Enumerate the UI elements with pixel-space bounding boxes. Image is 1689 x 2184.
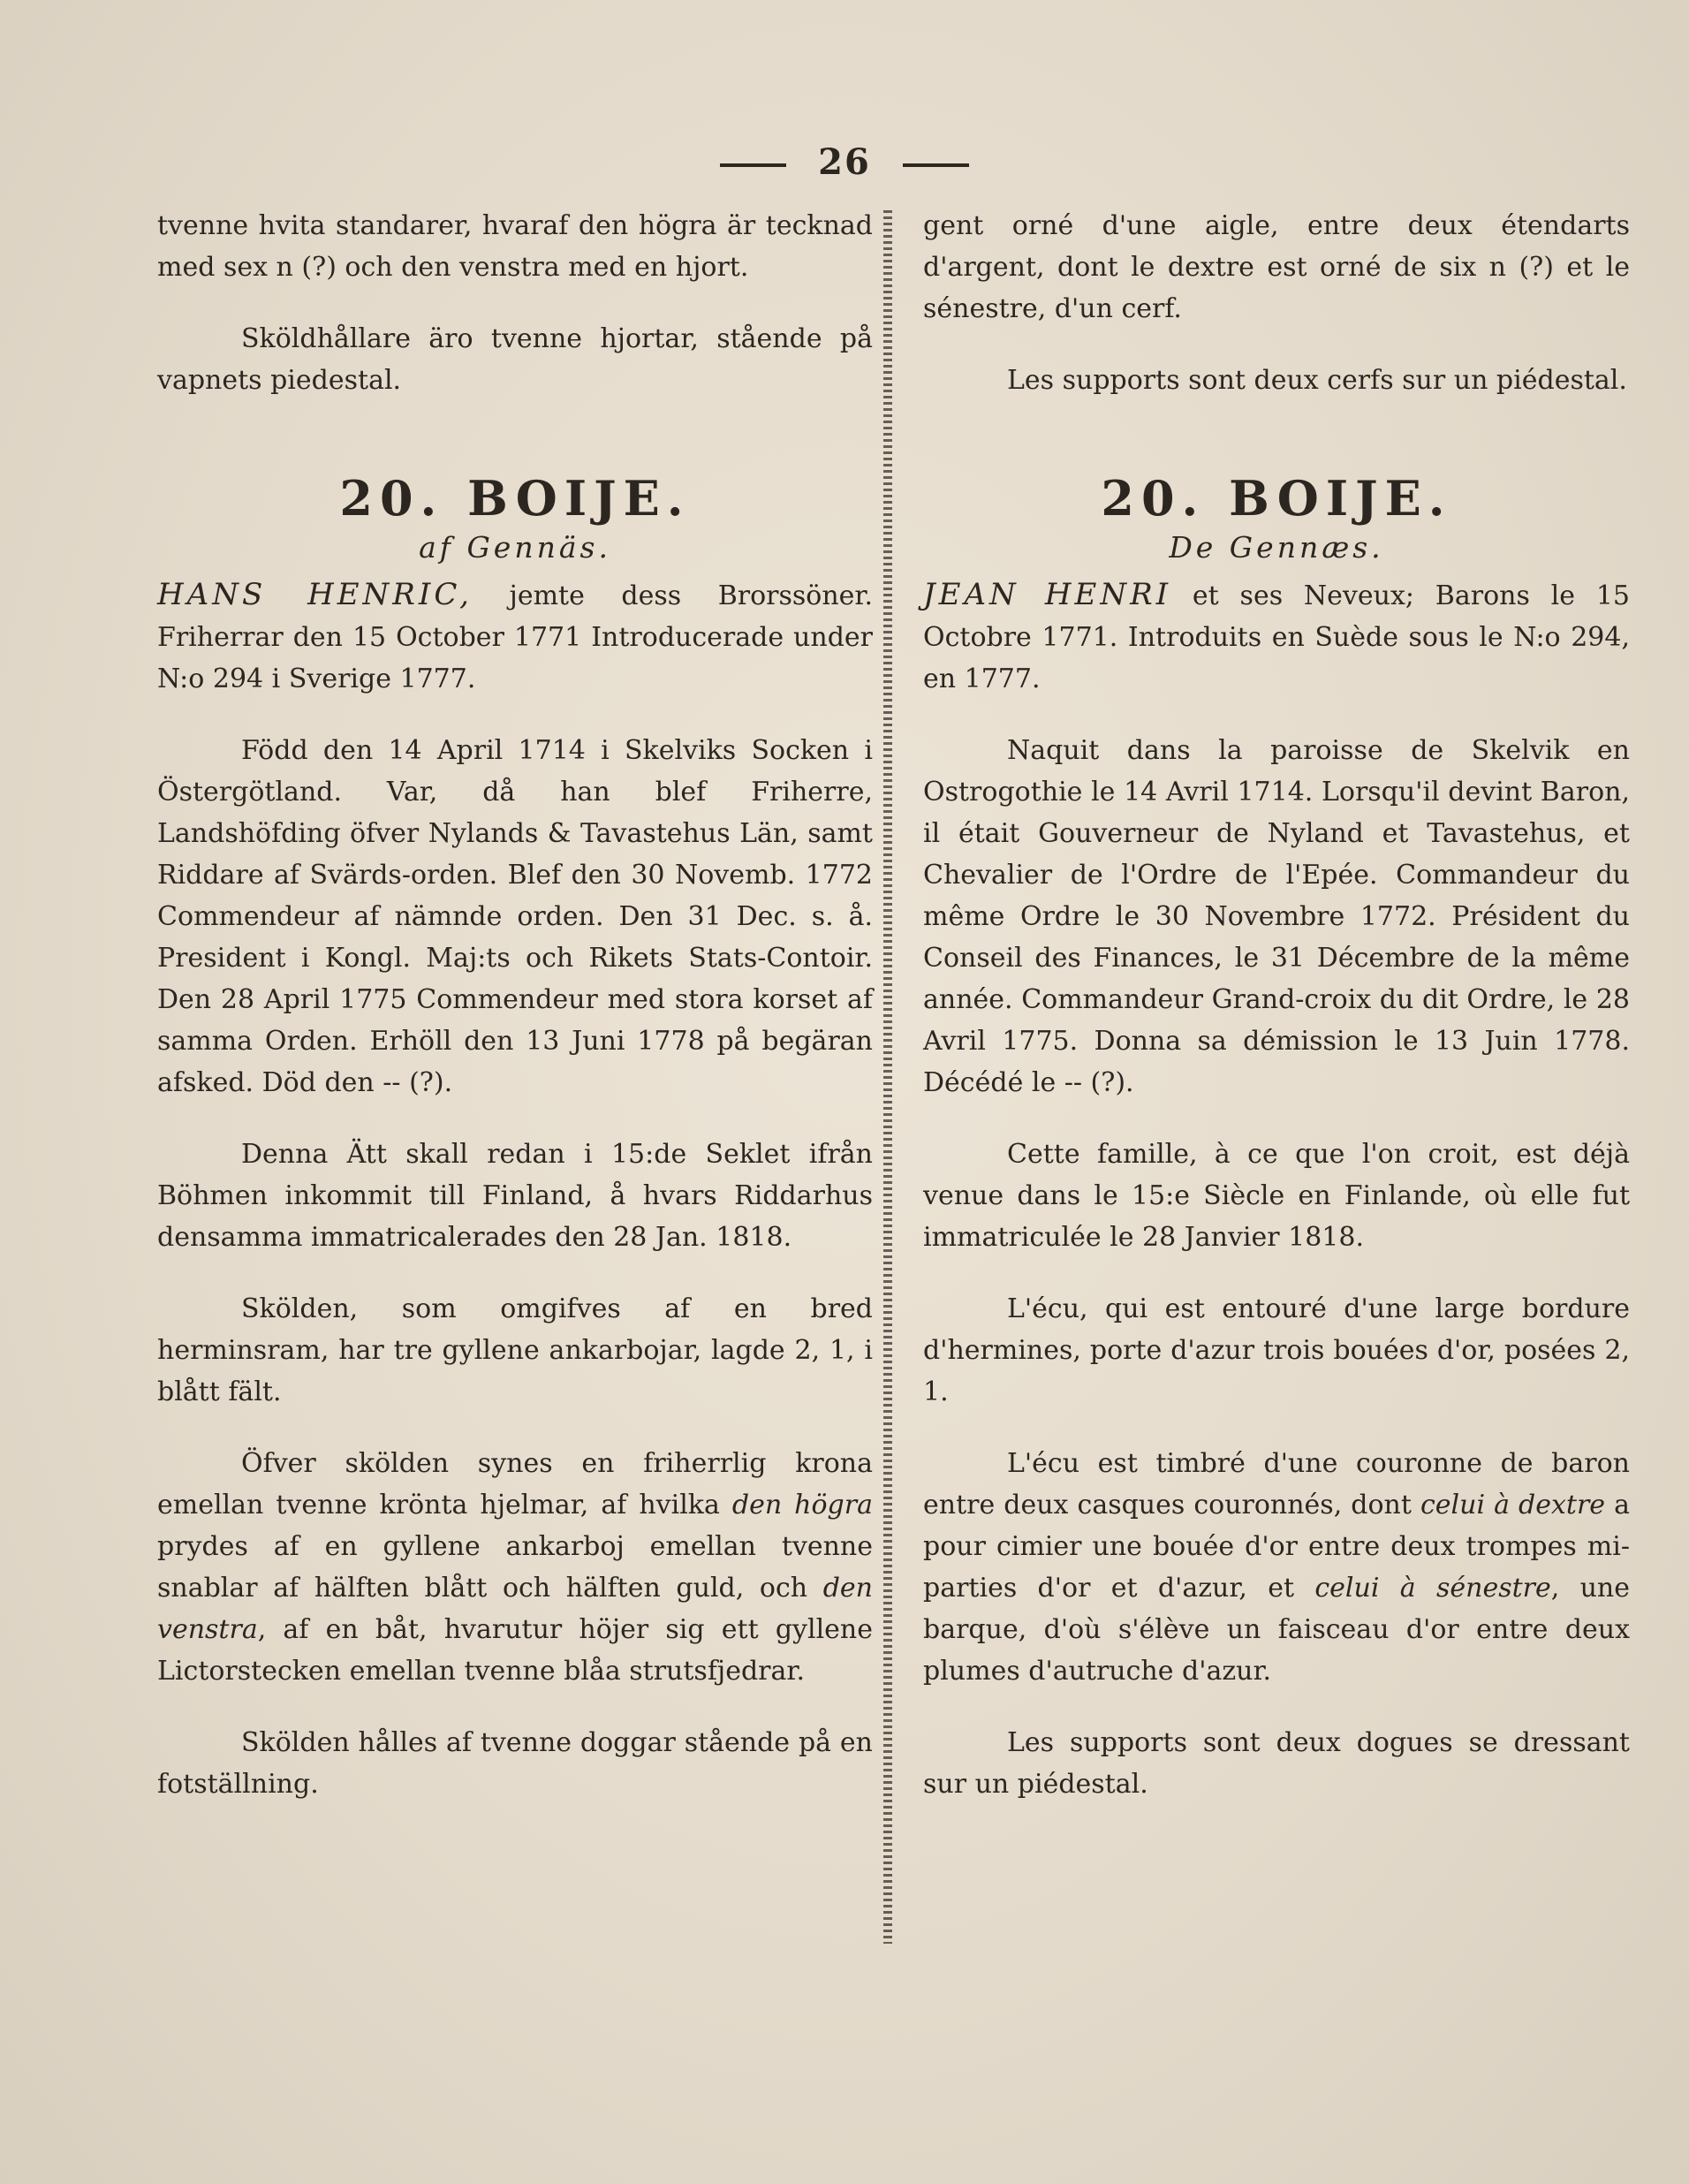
fr-paragraph-7: L'écu est timbré d'une couronne de baron entre deux casques couronnés, dont celui à dextre a pour cimier une bouée d'or entre deux trompes mi-parties d'or et d'azur, et celui à sénestre, une barque, d'où s'élève un faisceau d'or entre deux plumes d'autruche d'azur. bbox=[923, 1448, 1631, 1687]
sv-paragraph-5: Denna Ätt skall redan i 15:de Seklet ifrån Böhmen inkommit till Finland, å hvars Riddarhus densamma immatricalerades den 28 Jan. 1818. bbox=[157, 1139, 873, 1253]
sv-heading: 20. BOIJE. bbox=[339, 470, 691, 527]
fr-paragraph-5: Cette famille, à ce que l'on croit, est déjà venue dans le 15:e Siècle en Finlande, où elle fut immatriculée le 28 Janvier 1818. bbox=[923, 1139, 1630, 1253]
sv-paragraph-2: Sköldhållare äro tvenne hjortar, stående på vapnets piedestal. bbox=[157, 323, 873, 396]
fr-paragraph-8: Les supports sont deux dogues se dressant sur un piédestal. bbox=[923, 1727, 1630, 1800]
fr-paragraph-1: gent orné d'une aigle, entre deux étendarts d'argent, dont le dextre est orné de six n (?) et le sénestre, d'un cerf. bbox=[923, 210, 1630, 324]
page-number-text: 26 bbox=[818, 141, 871, 183]
fr-paragraph-6: L'écu, qui est entouré d'une large bordure d'hermines, porte d'azur trois bouées d'or, posées 2, 1. bbox=[923, 1293, 1630, 1407]
page-number-dash-left bbox=[720, 163, 786, 167]
fr-paragraph-3: JEAN HENRI et ses Neveux; Barons le 15 Octobre 1771. Introduits en Suède sous le N:o 294, en 1777. bbox=[923, 577, 1631, 694]
french-column bbox=[923, 205, 1630, 1805]
sv-paragraph-6: Skölden, som omgifves af en bred herminsram, har tre gyllene ankarbojar, lagde 2, 1, i blått fält. bbox=[157, 1293, 873, 1407]
sv-paragraph-7: Öfver skölden synes en friherrlig krona emellan tvenne krönta hjelmar, af hvilka den högra prydes af en gyllene ankarboj emellan tvenne snablar af hälften blått och hälften guld, och den venstra, af en båt, hvarutur höjer sig ett gyllene Lictorstecken emellan tvenne blåa strutsfjedrar. bbox=[157, 1448, 873, 1687]
page-number bbox=[0, 141, 1689, 183]
fr-subheading: De Gennæs. bbox=[1169, 530, 1384, 565]
fr-paragraph-4: Naquit dans la paroisse de Skelvik en Ostrogothie le 14 Avril 1714. Lorsqu'il devint Baron, il était Gouverneur de Nyland et Tavastehus, et Chevalier de l'Ordre de l'Epée. Commandeur du même Ordre le 30 Novembre 1772. Président du Conseil des Finances, le 31 Décembre de la même année. Commandeur Grand-croix du dit Ordre, le 28 Avril 1775. Donna sa démission le 13 Juin 1778. Décédé le -- (?). bbox=[923, 735, 1630, 1098]
swedish-column bbox=[157, 205, 873, 1805]
fr-person-name: JEAN HENRI bbox=[923, 577, 1172, 612]
sv-subheading: af Gennäs. bbox=[419, 530, 611, 565]
sv-paragraph-8: Skölden hålles af tvenne doggar stående på en fotställning. bbox=[157, 1727, 873, 1800]
fr-paragraph-2: Les supports sont deux cerfs sur un piédestal. bbox=[1007, 365, 1627, 396]
sv-paragraph-3: HANS HENRIC, jemte dess Brorssöner. Friherrar den 15 October 1771 Introducerade under N:o 294 i Sverige 1777. bbox=[157, 577, 874, 694]
sv-paragraph-1: tvenne hvita standarer, hvaraf den högra är tecknad med sex n (?) och den venstra med en hjort. bbox=[157, 210, 873, 283]
sv-person-name: HANS HENRIC, bbox=[157, 577, 473, 612]
sv-paragraph-4: Född den 14 April 1714 i Skelviks Socken i Östergötland. Var, då han blef Friherre, Landshöfding öfver Nylands & Tavastehus Län, samt Riddare af Svärds-orden. Blef den 30 Novemb. 1772 Commendeur af nämnde orden. Den 31 Dec. s. å. President i Kongl. Maj:ts och Rikets Stats-Contoir. Den 28 April 1775 Commendeur med stora korset af samma Orden. Erhöll den 13 Juni 1778 på begäran afsked. Död den -- (?). bbox=[157, 735, 873, 1098]
column-divider bbox=[883, 210, 892, 1944]
fr-heading: 20. BOIJE. bbox=[1101, 470, 1452, 527]
page-number-dash-right bbox=[903, 163, 969, 167]
